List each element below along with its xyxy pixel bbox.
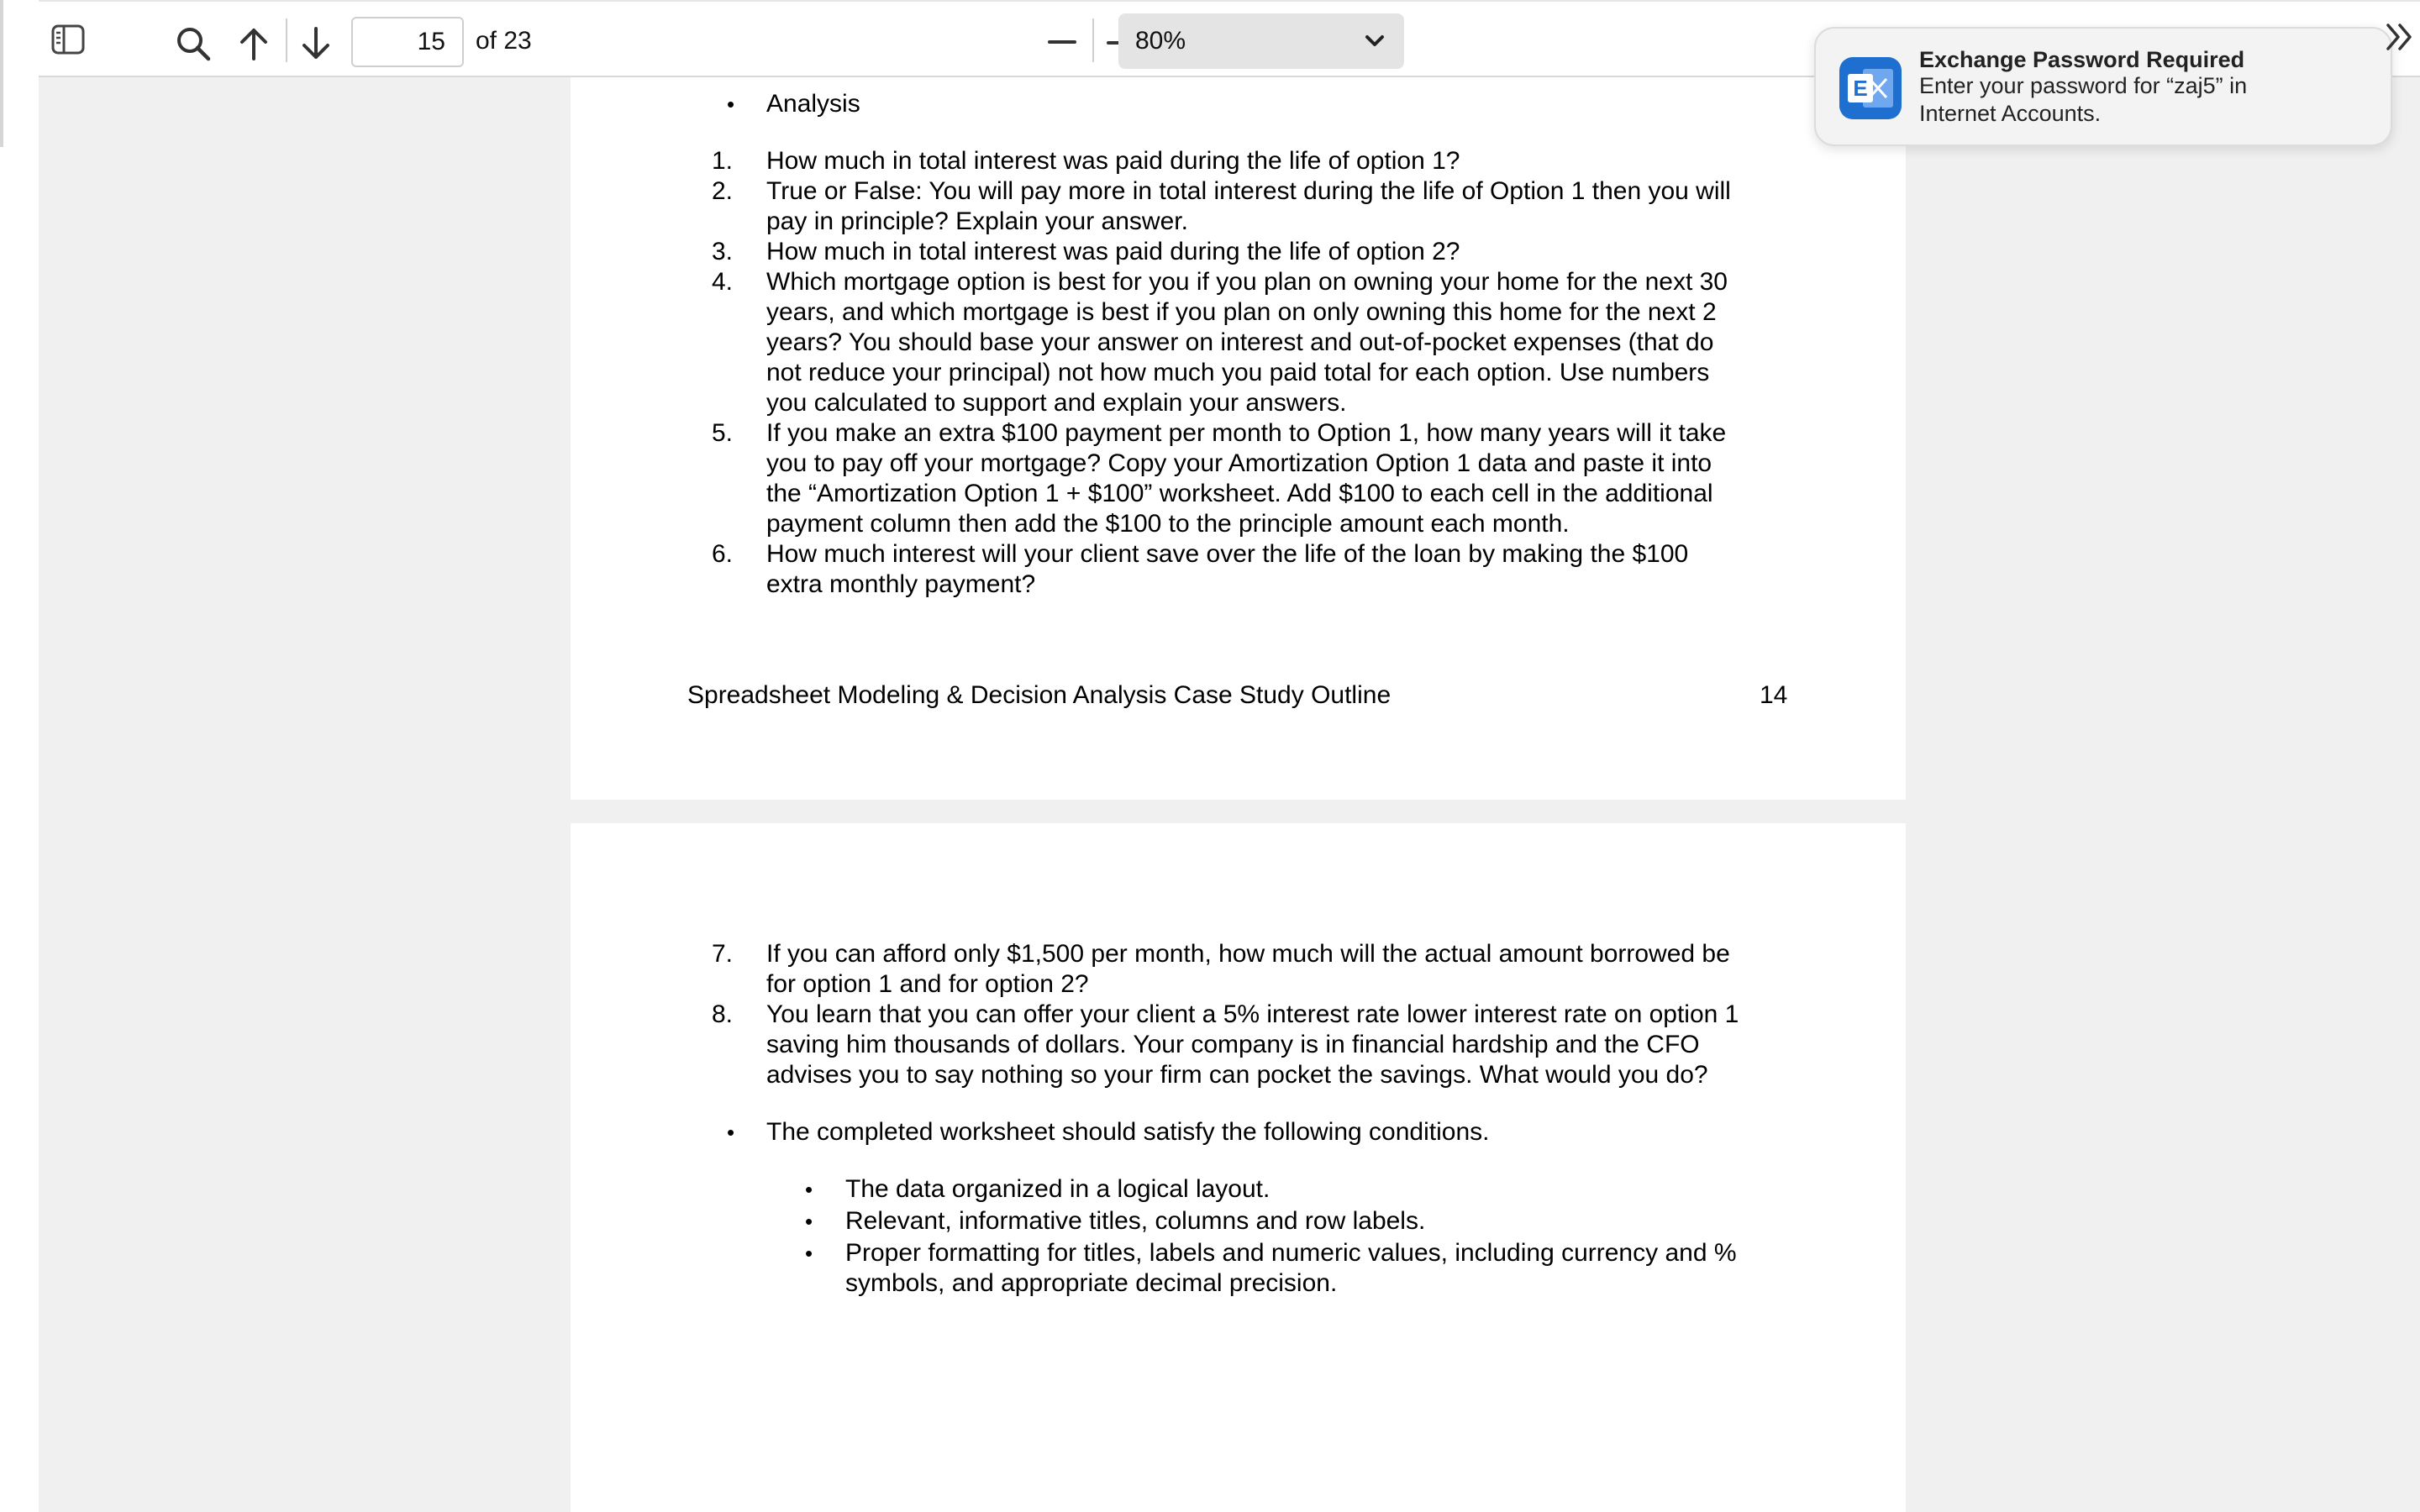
toolbar-separator xyxy=(286,18,287,62)
arrow-down-icon[interactable] xyxy=(299,25,333,62)
list-item-text: not reduce your principal) not how much you paid total for each option. Use numbers xyxy=(766,359,1710,386)
list-item-text: How much in total interest was paid during the life of option 1? xyxy=(766,147,1460,175)
list-item-number: 8. xyxy=(711,1000,733,1028)
bullet-dot: • xyxy=(805,1209,813,1234)
list-item-text: True or False: You will pay more in total interest during the life of Option 1 then you will xyxy=(766,177,1731,205)
list-item-number: 4. xyxy=(711,268,733,296)
page-footer-number: 14 xyxy=(1760,681,1788,709)
list-item-text: you calculated to support and explain your answers. xyxy=(766,389,1347,417)
bullet-dot: • xyxy=(805,1241,813,1266)
notification-title: Exchange Password Required xyxy=(1919,47,2245,72)
list-item-text: saving him thousands of dollars. Your company is in financial hardship and the CFO xyxy=(766,1031,1700,1058)
list-item-text: Which mortgage option is best for you if you plan on owning your home for the next 30 xyxy=(766,268,1728,296)
list-item-text: If you can afford only $1,500 per month, how much will the actual amount borrowed be xyxy=(766,940,1730,968)
zoom-out-icon[interactable] xyxy=(1047,27,1077,57)
zoom-select[interactable] xyxy=(1118,13,1404,69)
list-item-number: 2. xyxy=(711,177,733,205)
list-item-text: years, and which mortgage is best if you plan on only owning this home for the next 2 xyxy=(766,298,1717,326)
condition-item: Proper formatting for titles, labels and numeric values, including currency and % xyxy=(845,1239,1737,1267)
zoom-value: 80% xyxy=(1135,27,1186,55)
condition-item: The data organized in a logical layout. xyxy=(845,1175,1270,1203)
list-item-number: 3. xyxy=(711,238,733,265)
bullet-dot: • xyxy=(805,1177,813,1202)
window-edge-tab xyxy=(0,0,3,147)
page-count-label: of 23 xyxy=(476,27,532,55)
bullet-dot: • xyxy=(727,1120,735,1145)
exchange-icon-letter: E xyxy=(1853,76,1868,101)
list-item-number: 1. xyxy=(711,147,733,175)
list-item-number: 7. xyxy=(711,940,733,968)
list-item-text: extra monthly payment? xyxy=(766,570,1036,598)
pdf-page-15 xyxy=(571,823,1906,1512)
list-item-text: you to pay off your mortgage? Copy your Amortization Option 1 data and paste it into xyxy=(766,449,1712,477)
arrow-up-icon[interactable] xyxy=(237,25,271,62)
list-item-text: payment column then add the $100 to the principle amount each month. xyxy=(766,510,1570,538)
exchange-app-icon xyxy=(1838,55,1903,121)
chevron-down-icon xyxy=(1364,30,1386,59)
notification-body-line: Enter your password for “zaj5” in xyxy=(1919,73,2248,98)
conditions-heading: The completed worksheet should satisfy the following conditions. xyxy=(766,1118,1490,1146)
search-icon[interactable] xyxy=(175,25,212,62)
toolbar-separator xyxy=(1092,18,1094,62)
pdf-page-14 xyxy=(571,77,1906,800)
page-footer-title: Spreadsheet Modeling & Decision Analysis Case Study Outline xyxy=(687,681,1392,709)
list-item-text: years? You should base your answer on interest and out-of-pocket expenses (that do xyxy=(766,328,1714,356)
bullet-dot: • xyxy=(727,92,735,117)
list-item-text: the “Amortization Option 1 + $100” worksheet. Add $100 to each cell in the additional xyxy=(766,480,1713,507)
list-item-number: 5. xyxy=(711,419,733,447)
list-item-text: advises you to say nothing so your firm can pocket the savings. What would you do? xyxy=(766,1061,1708,1089)
list-item-text: for option 1 and for option 2? xyxy=(766,970,1089,998)
left-edge-strip xyxy=(0,0,39,1512)
notification-body-line: Internet Accounts. xyxy=(1919,101,2102,126)
list-item-text: How much in total interest was paid during the life of option 2? xyxy=(766,238,1460,265)
page-number-input[interactable] xyxy=(351,17,464,67)
condition-item: Relevant, informative titles, columns and row labels. xyxy=(845,1207,1426,1235)
sidebar-toggle-icon[interactable] xyxy=(50,24,86,55)
list-item-text: If you make an extra $100 payment per month to Option 1, how many years will it take xyxy=(766,419,1727,447)
analysis-heading: Analysis xyxy=(766,90,860,118)
double-chevron-right-icon[interactable] xyxy=(2385,20,2415,58)
list-item-text: How much interest will your client save over the life of the loan by making the $100 xyxy=(766,540,1689,568)
list-item-text: You learn that you can offer your client a 5% interest rate lower interest rate on option 1 xyxy=(766,1000,1739,1028)
list-item-text: pay in principle? Explain your answer. xyxy=(766,207,1188,235)
list-item-number: 6. xyxy=(711,540,733,568)
notification-body xyxy=(1919,72,2247,128)
condition-item: symbols, and appropriate decimal precision. xyxy=(845,1269,1338,1297)
exchange-password-notification[interactable] xyxy=(1814,27,2392,146)
